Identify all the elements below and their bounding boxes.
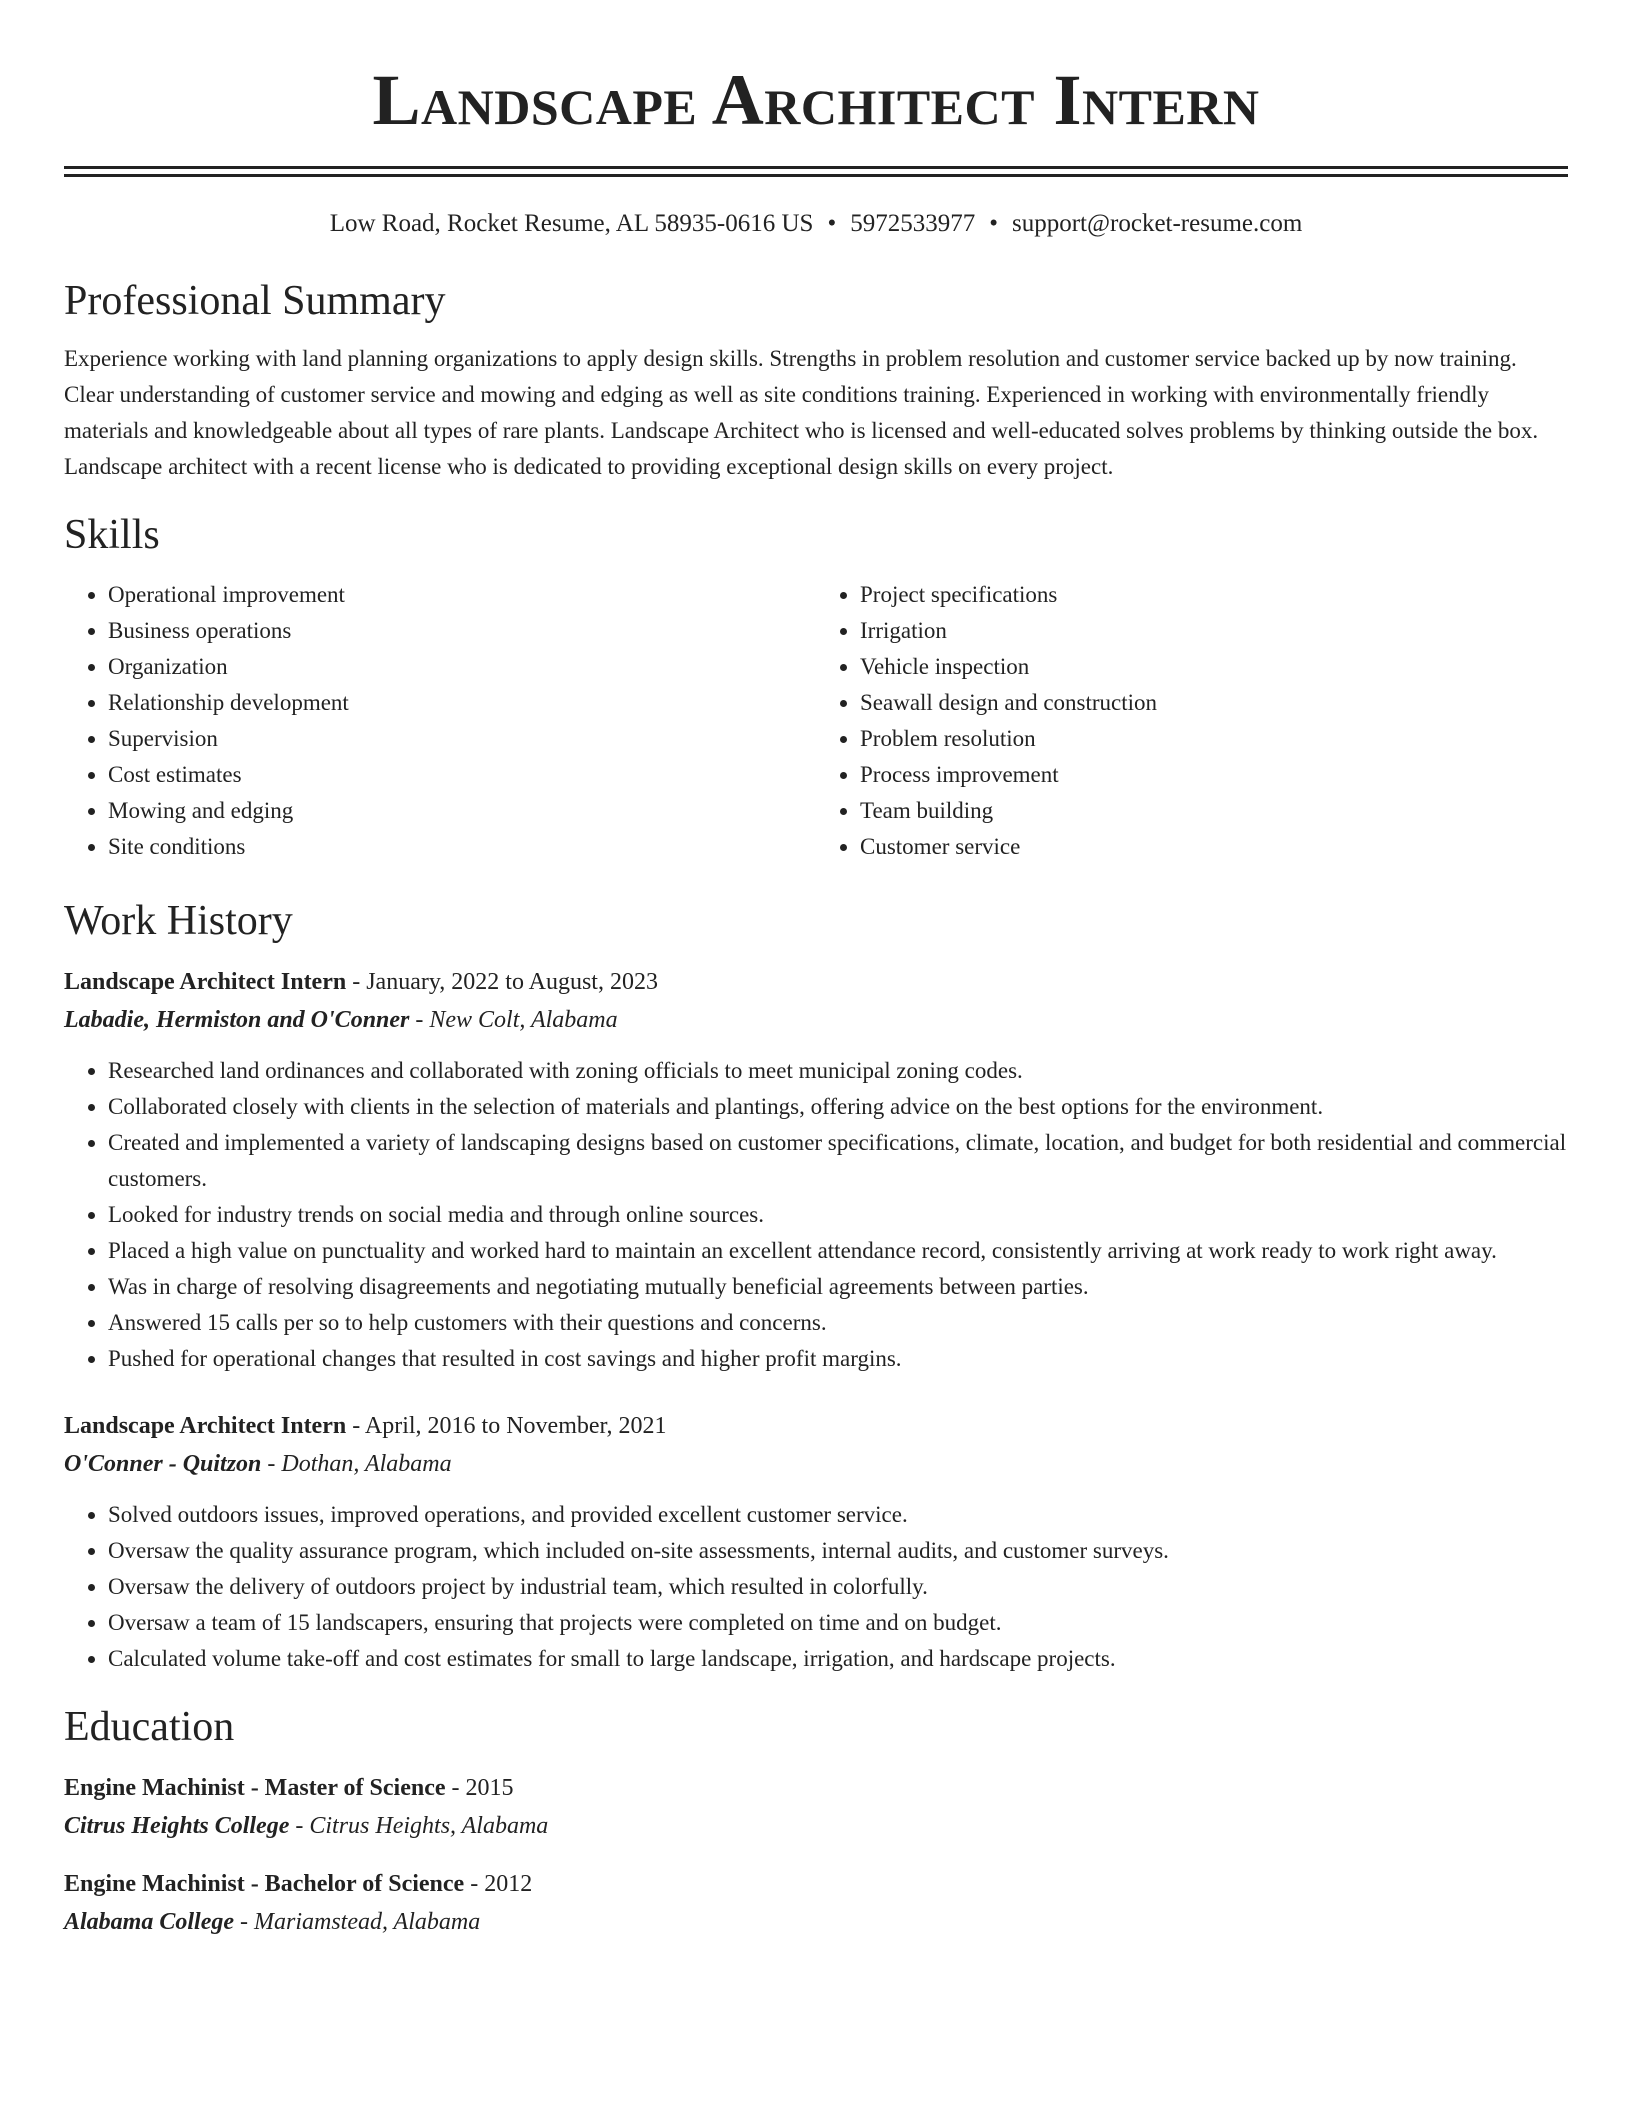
skills-column-right [816, 577, 1568, 865]
education-school: Citrus Heights College [64, 1813, 290, 1839]
job-bullets [64, 1053, 1568, 1377]
education-heading: Education [64, 1704, 235, 1750]
contact-line [64, 207, 1568, 241]
skills-list-left [64, 577, 816, 865]
skill-item: • Operational improvement [108, 577, 816, 613]
education-degree-line [64, 1769, 1568, 1807]
summary-heading: Professional Summary [64, 278, 446, 324]
job-bullets [64, 1497, 1568, 1677]
contact-separator: • [989, 210, 998, 237]
contact-address: Low Road, Rocket Resume, AL 58935-0616 US [329, 210, 814, 237]
education-location: - Mariamstead, Alabama [234, 1909, 481, 1935]
job-title-line [64, 963, 1568, 1001]
skill-item: • Organization [108, 649, 816, 685]
job-bullet: • Was in charge of resolving disagreements and negotiating mutually beneficial agreements between parties. [108, 1269, 1568, 1305]
skill-item: • Site conditions [108, 829, 816, 865]
job-dates: - January, 2022 to August, 2023 [346, 969, 658, 995]
education-year: - 2012 [464, 1871, 533, 1897]
education-school-line [64, 1807, 1568, 1845]
skill-item: • Irrigation [860, 613, 1568, 649]
contact-separator: • [827, 210, 837, 237]
job-bullet: • Oversaw the delivery of outdoors project by industrial team, which resulted in colorfully. [108, 1569, 1568, 1605]
job-title: Landscape Architect Intern [64, 969, 347, 995]
job-location: - Dothan, Alabama [261, 1451, 452, 1477]
education-entry [64, 1769, 1568, 1845]
job-entry [64, 963, 1568, 1377]
title-divider [64, 166, 1568, 177]
job-bullet: • Calculated volume take-off and cost estimates for small to large landscape, irrigation, and hardscape projects. [108, 1641, 1568, 1677]
skill-item: • Team building [860, 793, 1568, 829]
job-bullet: • Oversaw a team of 15 landscapers, ensuring that projects were completed on time and on budget. [108, 1605, 1568, 1641]
job-company-line [64, 1445, 1568, 1483]
education-school-line [64, 1903, 1568, 1941]
skills-heading: Skills [64, 512, 160, 558]
contact-email: support@rocket-resume.com [1012, 210, 1303, 237]
contact-phone: 5972533977 [850, 210, 976, 237]
job-bullet: • Pushed for operational changes that resulted in cost savings and higher profit margins. [108, 1341, 1568, 1377]
skill-item: • Mowing and edging [108, 793, 816, 829]
skill-item: • Business operations [108, 613, 816, 649]
skills-column-left [64, 577, 816, 865]
skills-list-right [816, 577, 1568, 865]
job-title-line [64, 1407, 1568, 1445]
job-company: O'Conner - Quitzon [64, 1451, 262, 1477]
skill-item: • Process improvement [860, 757, 1568, 793]
work-history-heading: Work History [64, 898, 293, 944]
job-bullet: • Created and implemented a variety of landscaping designs based on customer specifications, climate, location, and budget for both residential and commercial customers. [108, 1125, 1568, 1197]
education-school: Alabama College [64, 1909, 234, 1935]
resume-title: Landscape Architect Intern [372, 60, 1260, 140]
job-bullet: • Looked for industry trends on social media and through online sources. [108, 1197, 1568, 1233]
skills-grid [64, 577, 1568, 865]
skill-item: • Customer service [860, 829, 1568, 865]
job-bullet: • Solved outdoors issues, improved operations, and provided excellent customer service. [108, 1497, 1568, 1533]
education-degree: Engine Machinist - Bachelor of Science [64, 1871, 465, 1897]
skill-item: • Relationship development [108, 685, 816, 721]
skill-item: • Cost estimates [108, 757, 816, 793]
job-bullet: • Answered 15 calls per so to help customers with their questions and concerns. [108, 1305, 1568, 1341]
education-location: - Citrus Heights, Alabama [289, 1813, 549, 1839]
job-entry [64, 1407, 1568, 1677]
job-dates: - April, 2016 to November, 2021 [346, 1413, 667, 1439]
education-entry [64, 1865, 1568, 1941]
education-year: - 2015 [445, 1775, 514, 1801]
job-bullet: • Oversaw the quality assurance program, which included on-site assessments, internal audits, and customer surveys. [108, 1533, 1568, 1569]
job-bullet: • Researched land ordinances and collaborated with zoning officials to meet municipal zoning codes. [108, 1053, 1568, 1089]
job-location: - New Colt, Alabama [409, 1007, 618, 1033]
education-degree-line [64, 1865, 1568, 1903]
job-title: Landscape Architect Intern [64, 1413, 347, 1439]
job-bullet: • Collaborated closely with clients in the selection of materials and plantings, offering advice on the best options for the environment. [108, 1089, 1568, 1125]
skill-item: • Project specifications [860, 577, 1568, 613]
education-degree: Engine Machinist - Master of Science [64, 1775, 446, 1801]
summary-text: Experience working with land planning organizations to apply design skills. Strengths in problem resolution and customer service backed up by now training. Clear understanding of customer service and mowing and edging as well as site conditions training. Experienced in working with environmentally friendly materials and knowledgeable about all types of rare plants. Landscape Architect who is licensed and well-educated solves problems by thinking outside the box. Landscape architect with a recent license who is dedicated to providing exceptional design skills on every project. [64, 346, 1539, 479]
skill-item: • Problem resolution [860, 721, 1568, 757]
skill-item: • Vehicle inspection [860, 649, 1568, 685]
skill-item: • Seawall design and construction [860, 685, 1568, 721]
job-company: Labadie, Hermiston and O'Conner [64, 1007, 410, 1033]
job-bullet: • Placed a high value on punctuality and worked hard to maintain an excellent attendance record, consistently arriving at work ready to work right away. [108, 1233, 1568, 1269]
skill-item: • Supervision [108, 721, 816, 757]
job-company-line [64, 1001, 1568, 1039]
